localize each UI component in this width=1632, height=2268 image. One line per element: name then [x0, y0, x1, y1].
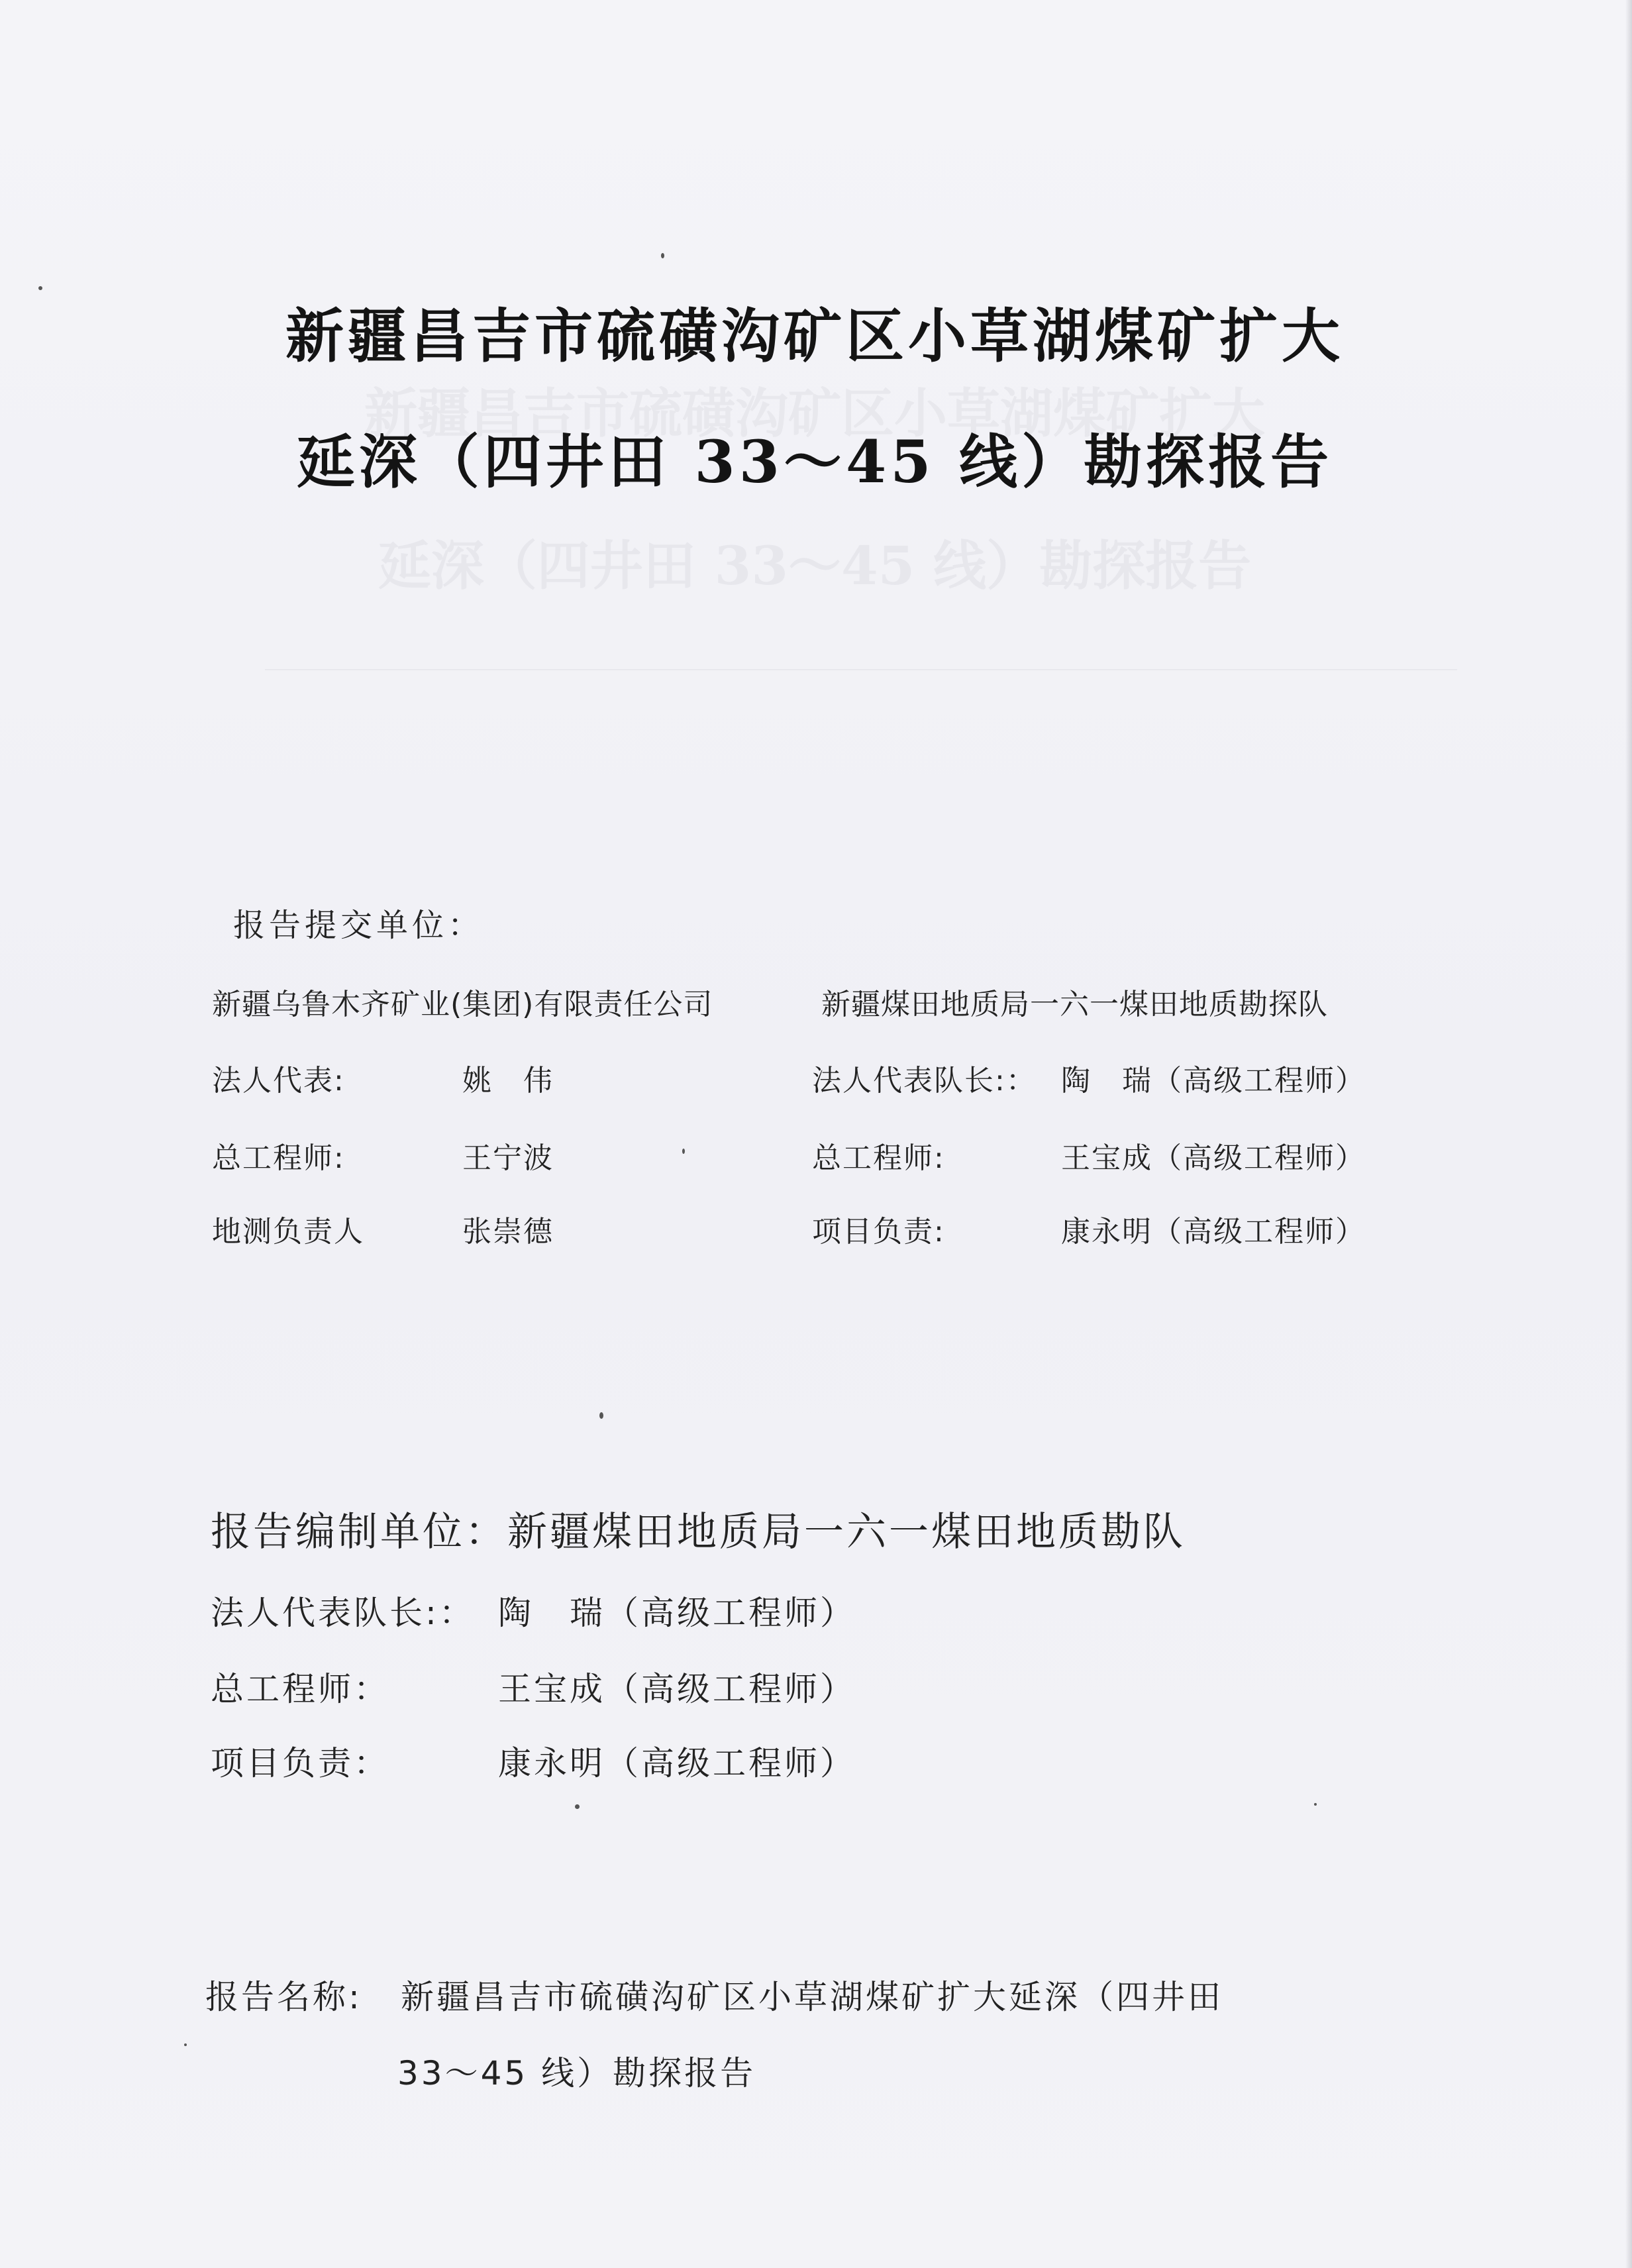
- submit-org-left: 新疆乌鲁木齐矿业(集团)有限责任公司: [212, 988, 713, 1021]
- report-name-line-1: 新疆昌吉市硫磺沟矿区小草湖煤矿扩大延深（四井田: [401, 1978, 1223, 2016]
- bleed-through-line-1: 新疆昌吉市硫磺沟矿区小草湖煤矿扩大: [364, 382, 1265, 444]
- scan-speck: [1314, 1803, 1317, 1806]
- submit-left-label: 法人代表:: [212, 1064, 345, 1098]
- submit-left-label: 总工程师:: [212, 1141, 345, 1175]
- submit-right-value: 陶 瑞（高级工程师）: [1061, 1064, 1366, 1098]
- report-name-label: 报告名称:: [205, 1978, 362, 2016]
- report-title-line-2: 延深（四井田 33～45 线）勘探报告: [296, 427, 1333, 496]
- submit-left-value: 姚 伟: [462, 1064, 554, 1098]
- scan-speck: [184, 2043, 187, 2046]
- submit-right-label: 法人代表队长:：: [812, 1064, 1037, 1098]
- compile-value: 康永明（高级工程师）: [498, 1744, 856, 1782]
- scan-speck: [682, 1149, 685, 1154]
- submit-left-label: 地测负责人: [212, 1215, 364, 1249]
- compile-unit-heading: 报告编制单位：新疆煤田地质局一六一煤田地质勘队: [211, 1509, 1186, 1555]
- bleed-through-rule: [265, 669, 1457, 670]
- submit-org-right: 新疆煤田地质局一六一煤田地质勘探队: [821, 988, 1328, 1021]
- submit-left-value: 张崇德: [462, 1215, 554, 1249]
- scan-edge: [1625, 0, 1632, 2268]
- compile-label: 项目负责：: [211, 1744, 389, 1782]
- submit-right-value: 王宝成（高级工程师）: [1061, 1141, 1366, 1175]
- report-title-line-1: 新疆昌吉市硫磺沟矿区小草湖煤矿扩大: [285, 301, 1344, 370]
- scan-speck: [599, 1412, 603, 1419]
- submit-right-value: 康永明（高级工程师）: [1061, 1215, 1366, 1249]
- submit-unit-heading: 报告提交单位：: [233, 907, 484, 944]
- compile-value: 王宝成（高级工程师）: [498, 1670, 856, 1708]
- submit-right-label: 项目负责:: [812, 1215, 945, 1249]
- submit-right-label: 总工程师:: [812, 1141, 945, 1175]
- scan-speck: [661, 253, 664, 258]
- report-name-line-2: 33～45 线）勘探报告: [397, 2054, 756, 2092]
- compile-label: 总工程师：: [211, 1670, 389, 1708]
- compile-value: 陶 瑞（高级工程师）: [498, 1594, 856, 1632]
- bleed-through-line-2: 延深（四井田 33～45 线）勘探报告: [378, 535, 1252, 597]
- submit-left-value: 王宁波: [462, 1141, 554, 1175]
- scan-speck: [575, 1804, 580, 1809]
- scan-speck: [38, 286, 42, 290]
- compile-label: 法人代表队长:：: [211, 1594, 475, 1632]
